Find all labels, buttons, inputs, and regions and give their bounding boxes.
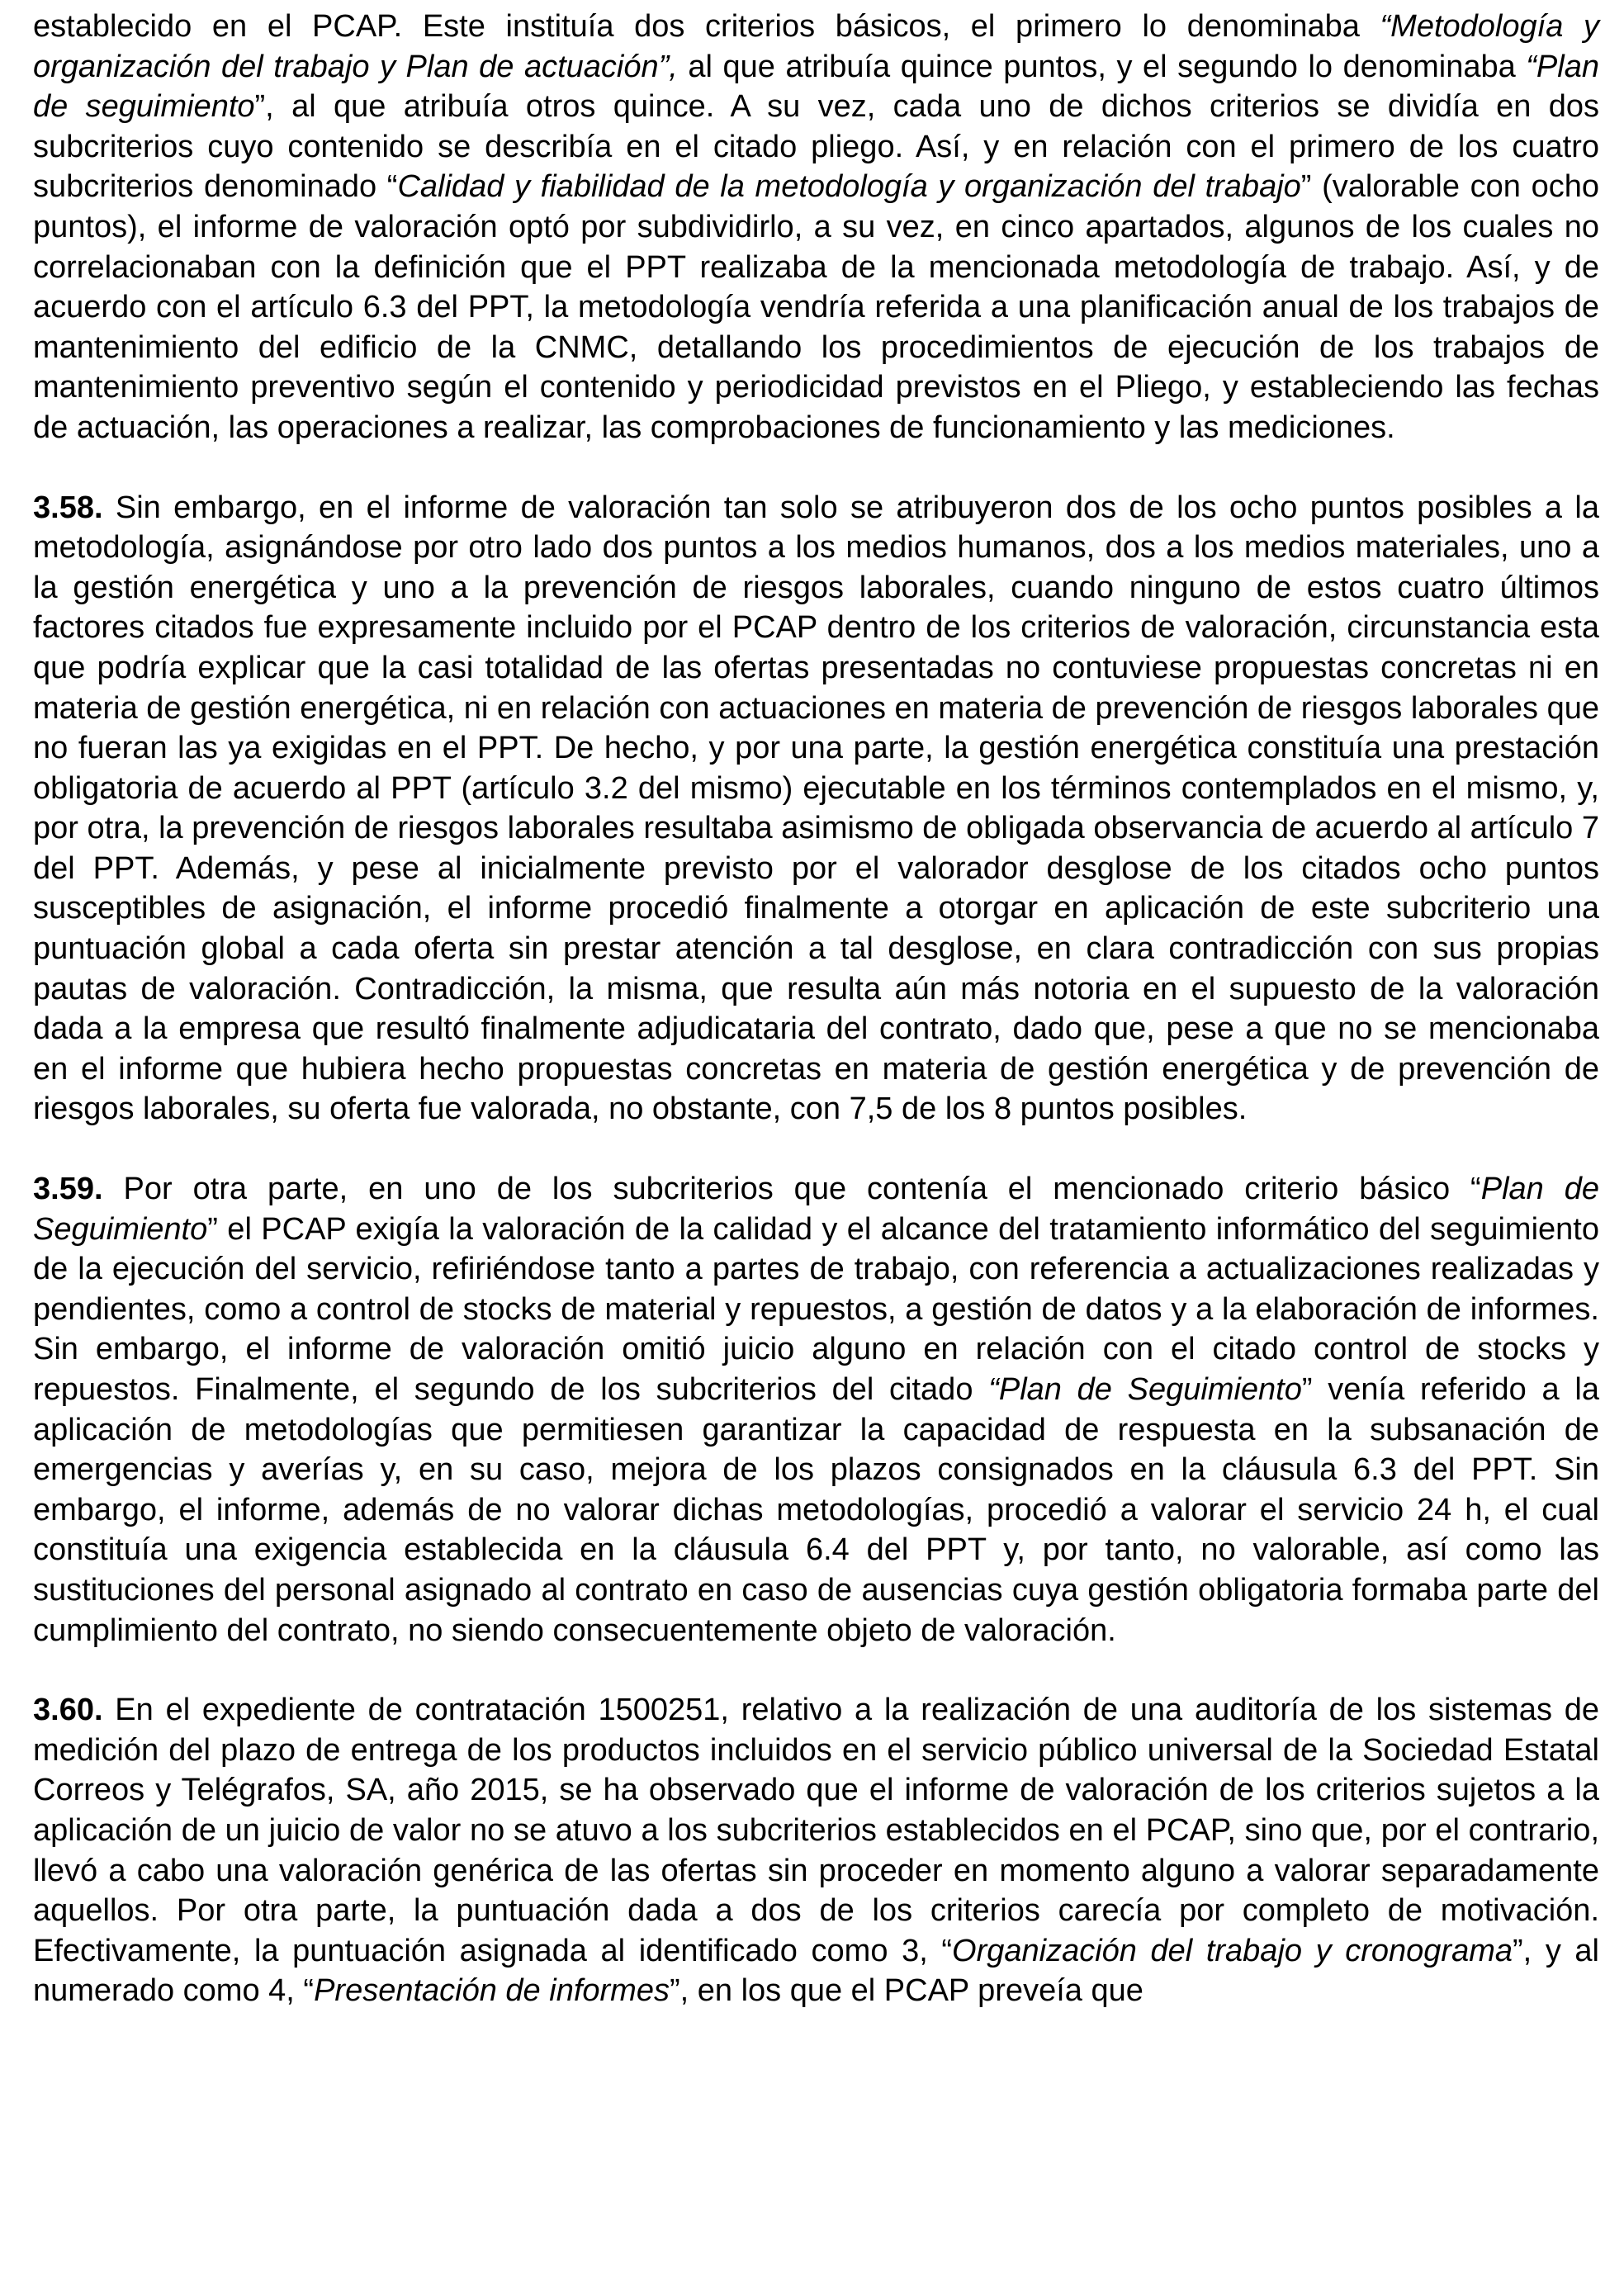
paragraph-3-59 <box>33 1169 1599 1650</box>
run: ” el PCAP exigía la valoración de la calidad y el alcance del tratamiento informático del seguimiento de la ejecución del servicio, refiriéndose tanto a partes de trabajo, con referencia a actualizaciones realizadas y pendientes, como a control de stocks de material y repuestos, a gestión de datos y a la elaboración de informes. Sin embargo, el informe de valoración omitió juicio alguno en relación con el citado control de stocks y repuestos. Finalmente, el segundo de los subcriterios del citado <box>33 1211 1599 1407</box>
run: ” venía referido a la aplicación de metodologías que permitiesen garantizar la capacidad de respuesta en la subsanación de emergencias y averías y, en su caso, mejora de los plazos consignados en la cláusula 6.3 del PPT. Sin embargo, el informe, además de no valorar dichas metodologías, procedió a valorar el servicio 24 h, el cual constituía una exigencia establecida en la cláusula 6.4 del PPT y, por tanto, no valorable, así como las sustituciones del personal asignado al contrato en caso de ausencias cuya gestión obligatoria formaba parte del cumplimiento del contrato, no siendo consecuentemente objeto de valoración. <box>33 1372 1599 1648</box>
run: ”, y al numerado como 4, “ <box>33 1933 1599 2009</box>
run-italic: Organización del trabajo y cronograma <box>952 1933 1513 1968</box>
document-page <box>33 7 1599 2011</box>
run-italic: Plan de Seguimiento <box>33 1172 1599 1247</box>
run: ”, en los que el PCAP preveía que <box>669 1973 1143 2009</box>
run-italic: “Metodología y organización del trabajo y Plan de actuación”, <box>33 9 1599 84</box>
run-italic: Calidad y fiabilidad de la metodología y organización del trabajo <box>397 169 1301 205</box>
run: ”, al que atribuía otros quince. A su vez, cada uno de dichos criterios se dividía en dos subcriterios cuyo contenido se describía en el citado pliego. Así, y en relación con el primero de los cuatro subcriterios denominado “ <box>33 89 1599 205</box>
run-italic: Presentación de informes <box>314 1973 670 2009</box>
run: establecido en el PCAP. Este instituía dos criterios básicos, el primero lo denominaba <box>33 9 1380 44</box>
run-italic: “Plan de seguimiento <box>33 49 1599 125</box>
run: En el expediente de contratación 1500251, relativo a la realización de una auditoría de los sistemas de medición del plazo de entrega de los productos incluidos en el servicio público universal de la Sociedad Estatal Correos y Telégrafos, SA, año 2015, se ha observado que el informe de valoración de los criterios sujetos a la aplicación de un juicio de valor no se atuvo a los subcriterios establecidos en el PCAP, sino que, por el contrario, llevó a cabo una valoración genérica de las ofertas sin proceder en momento alguno a valorar separadamente aquellos. Por otra parte, la puntuación dada a dos de los criterios carecía por completo de motivación. Efectivamente, la puntuación asignada al identificado como 3, “ <box>33 1693 1599 1968</box>
paragraph-3-58 <box>33 488 1599 1130</box>
run: al que atribuía quince puntos, y el segundo lo denominaba <box>677 49 1527 84</box>
run: Sin embargo, en el informe de valoración tan solo se atribuyeron dos de los ocho puntos posibles a la metodología, asignándose por otro lado dos puntos a los medios humanos, dos a los medios materiales, uno a la gestión energética y uno a la prevención de riesgos laborales, cuando ninguno de estos cuatro últimos factores citados fue expresamente incluido por el PCAP dentro de los criterios de valoración, circunstancia esta que podría explicar que la casi totalidad de las ofertas presentadas no contuviese propuestas concretas ni en materia de gestión energética, ni en relación con actuaciones en materia de prevención de riesgos laborales que no fueran las ya exigidas en el PPT. De hecho, y por una parte, la gestión energética constituía una prestación obligatoria de acuerdo al PPT (artículo 3.2 del mismo) ejecutable en los términos contemplados en el mismo, y, por otra, la prevención de riesgos laborales resultaba asimismo de obligada observancia de acuerdo al artículo 7 del PPT. Además, y pese al inicialmente previsto por el valorador desglose de los citados ocho puntos susceptibles de asignación, el informe procedió finalmente a otorgar en aplicación de este subcriterio una puntuación global a cada oferta sin prestar atención a tal desglose, en clara contradicción con sus propias pautas de valoración. Contradicción, la misma, que resulta aún más notoria en el supuesto de la valoración dada a la empresa que resultó finalmente adjudicataria del contrato, dado que, pese a que no se mencionaba en el informe que hubiera hecho propuestas concretas en materia de gestión energética y de prevención de riesgos laborales, su oferta fue valorada, no obstante, con 7,5 de los 8 puntos posibles. <box>33 490 1599 1127</box>
run: Por otra parte, en uno de los subcriterios que contenía el mencionado criterio básico “ <box>102 1172 1481 1207</box>
paragraph-number: 3.58. <box>33 490 103 525</box>
paragraph-continuation <box>33 7 1599 448</box>
run: ” (valorable con ocho puntos), el informe de valoración optó por subdividirlo, a su vez, en cinco apartados, algunos de los cuales no correlacionaban con la definición que el PPT realizaba de la mencionada metodología de trabajo. Así, y de acuerdo con el artículo 6.3 del PPT, la metodología vendría referida a una planificación anual de los trabajos de mantenimiento del edificio de la CNMC, detallando los procedimientos de ejecución de los trabajos de mantenimiento preventivo según el contenido y periodicidad previstos en el Pliego, y estableciendo las fechas de actuación, las operaciones a realizar, las comprobaciones de funcionamiento y las mediciones. <box>33 169 1599 445</box>
paragraph-3-60 <box>33 1690 1599 2011</box>
paragraph-number: 3.59. <box>33 1172 103 1207</box>
run-italic: “Plan de Seguimiento <box>988 1372 1302 1407</box>
paragraph-number: 3.60. <box>33 1693 103 1728</box>
